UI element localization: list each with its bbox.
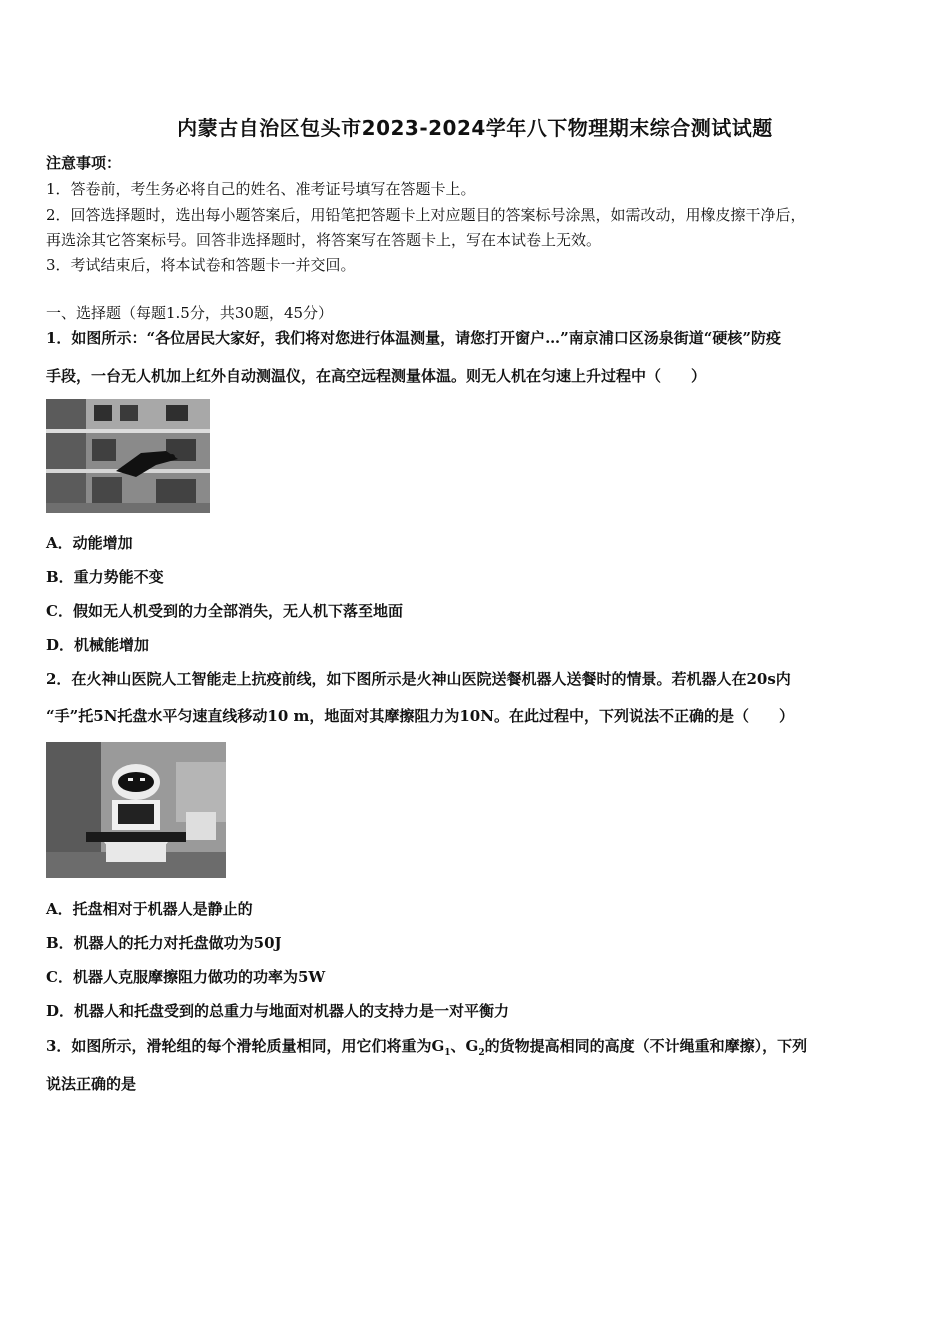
question-1-option-d: D．机械能增加 <box>46 636 150 654</box>
drone-photo <box>46 399 210 513</box>
question-2-option-a: A．托盘相对于机器人是静止的 <box>46 900 253 918</box>
question-1-line2: 手段，一台无人机加上红外自动测温仪，在高空远程测量体温。则无人机在匀速上升过程中（ ） <box>46 367 707 385</box>
page-title: 内蒙古自治区包头市2023-2024学年八下物理期末综合测试试题 <box>177 116 773 140</box>
question-1-option-c: C．假如无人机受到的力全部消失，无人机下落至地面 <box>46 602 403 620</box>
notice-heading: 注意事项： <box>46 154 122 172</box>
subscript-2: 2 <box>478 1048 485 1058</box>
notice-item: 2．回答选择题时，选出每小题答案后，用铅笔把答题卡上对应题目的答案标号涂黑，如需改动，用橡皮擦干净后， <box>46 206 806 224</box>
question-2-line1: 2．在火神山医院人工智能走上抗疫前线，如下图所示是火神山医院送餐机器人送餐时的情景。若机器人在20s内 <box>46 670 791 688</box>
question-2-option-d: D．机器人和托盘受到的总重力与地面对机器人的支持力是一对平衡力 <box>46 1002 510 1020</box>
question-3-text-c: 的货物提高相同的高度（不计绳重和摩擦），下列 <box>484 1037 808 1055</box>
section-heading: 一、选择题（每题1.5分，共30题，45分） <box>46 304 334 322</box>
robot-photo <box>46 742 226 878</box>
notice-item: 3．考试结束后，将本试卷和答题卡一并交回。 <box>46 256 356 274</box>
question-1-option-b: B．重力势能不变 <box>46 568 164 586</box>
question-3-line2: 说法正确的是 <box>46 1075 137 1093</box>
question-2-option-b: B．机器人的托力对托盘做功为50J <box>46 934 282 952</box>
question-1-option-a: A．动能增加 <box>46 534 133 552</box>
question-3-line1 <box>46 1035 807 1058</box>
question-3-text-b: 、G <box>450 1037 479 1055</box>
question-2-line2: “手”托5N托盘水平匀速直线移动10 m，地面对其摩擦阻力为10N。在此过程中，下列说法不正确的是（ ） <box>46 707 794 725</box>
question-2-option-c: C．机器人克服摩擦阻力做功的功率为5W <box>46 968 326 986</box>
notice-item: 1．答卷前，考生务必将自己的姓名、准考证号填写在答题卡上。 <box>46 180 476 198</box>
subscript-1: 1 <box>444 1048 451 1058</box>
question-1-line1: 1．如图所示：“各位居民大家好，我们将对您进行体温测量，请您打开窗户…”南京浦口区汤泉街道“硬核”防疫 <box>46 329 781 347</box>
notice-item: 再选涂其它答案标号。回答非选择题时，将答案写在答题卡上，写在本试卷上无效。 <box>46 231 602 249</box>
question-3-text-a: 3．如图所示，滑轮组的每个滑轮质量相同，用它们将重为G <box>46 1037 445 1055</box>
